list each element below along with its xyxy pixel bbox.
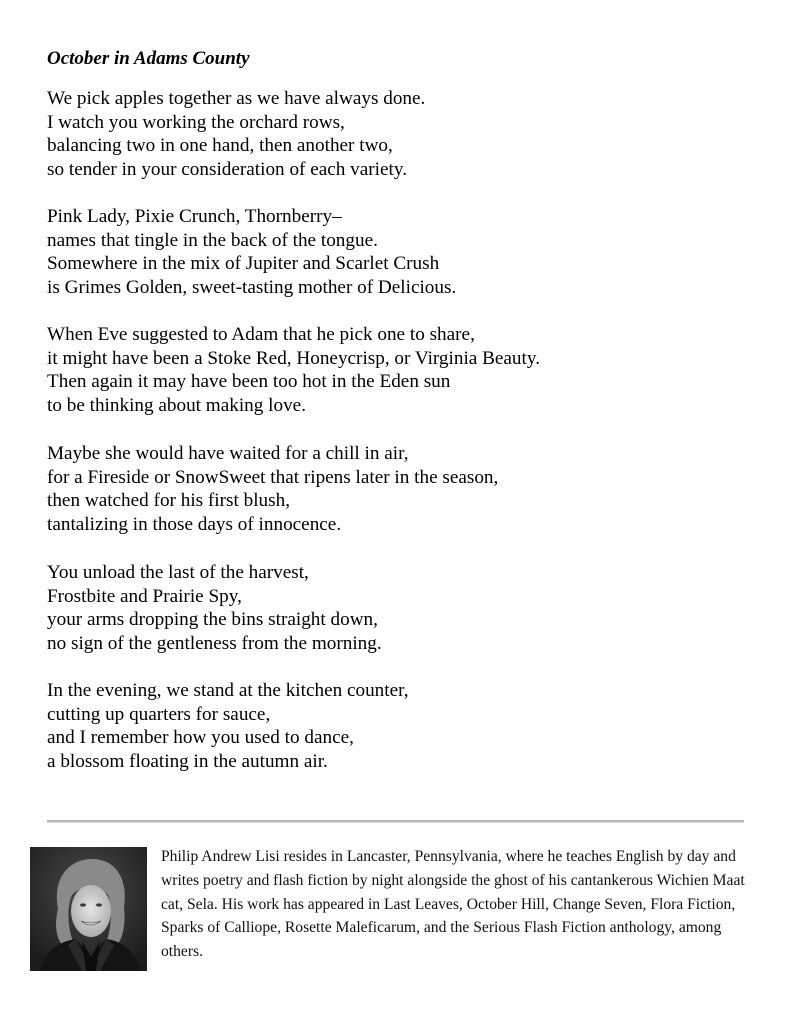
bio-text: Philip Andrew Lisi resides in Lancaster, Pennsylvania, where he teaches English by day and writes poetry and flash fiction by night alongside the ghost of his cantankerous Wichien Maat cat, Sela. His work has appeared in Last Leaves, October Hill, Change Seven, Flora Fiction, Sparks of Calliope, Rosette Maleficarum, and the Serious Flash Fiction anthology, among others. — [161, 848, 745, 961]
poem-line: a blossom floating in the autumn air. — [47, 751, 328, 773]
poem-line: then watched for his first blush, — [47, 490, 290, 512]
poem-line: Maybe she would have waited for a chill in air, — [47, 443, 409, 464]
poem-line: cutting up quarters for sauce, — [47, 703, 271, 725]
poem-line: balancing two in one hand, then another two, — [47, 135, 393, 157]
poem-line: Pink Lady, Pixie Crunch, Thornberry– — [47, 206, 342, 227]
stanza-4 — [47, 442, 498, 537]
poem-line: to be thinking about making love. — [47, 395, 306, 417]
poem-title: October in Adams County — [47, 48, 250, 69]
poem-line: is Grimes Golden, sweet-tasting mother of Delicious. — [47, 277, 457, 299]
stanza-1 — [47, 87, 425, 182]
stanza-2 — [47, 205, 456, 300]
poem-line: Somewhere in the mix of Jupiter and Scarlet Crush — [47, 253, 440, 275]
poem-line: so tender in your consideration of each variety. — [47, 159, 407, 181]
poem-line: it might have been a Stoke Red, Honeycrisp, or Virginia Beauty. — [47, 347, 540, 369]
poem-line: for a Fireside or SnowSweet that ripens later in the season, — [47, 466, 499, 488]
poem-line: When Eve suggested to Adam that he pick one to share, — [47, 324, 475, 345]
portrait-illustration — [30, 847, 147, 971]
poem-line: In the evening, we stand at the kitchen counter, — [47, 680, 409, 701]
poem-line: Frostbite and Prairie Spy, — [47, 585, 242, 607]
poem-line: names that tingle in the back of the tongue. — [47, 229, 378, 251]
author-photo — [30, 847, 147, 971]
poem-line: You unload the last of the harvest, — [47, 562, 309, 583]
stanza-6 — [47, 679, 409, 774]
poem-line: no sign of the gentleness from the morning. — [47, 633, 382, 655]
poem-line: your arms dropping the bins straight down, — [47, 609, 378, 631]
stanza-5 — [47, 561, 382, 656]
poem-line: tantalizing in those days of innocence. — [47, 514, 342, 536]
poem-line: and I remember how you used to dance, — [47, 727, 354, 749]
poem-line: Then again it may have been too hot in the Eden sun — [47, 371, 451, 393]
poem-line: We pick apples together as we have always done. — [47, 88, 426, 109]
poem-line: I watch you working the orchard rows, — [47, 111, 345, 133]
author-bio — [30, 845, 750, 975]
section-divider — [47, 820, 744, 823]
stanza-3 — [47, 323, 540, 418]
